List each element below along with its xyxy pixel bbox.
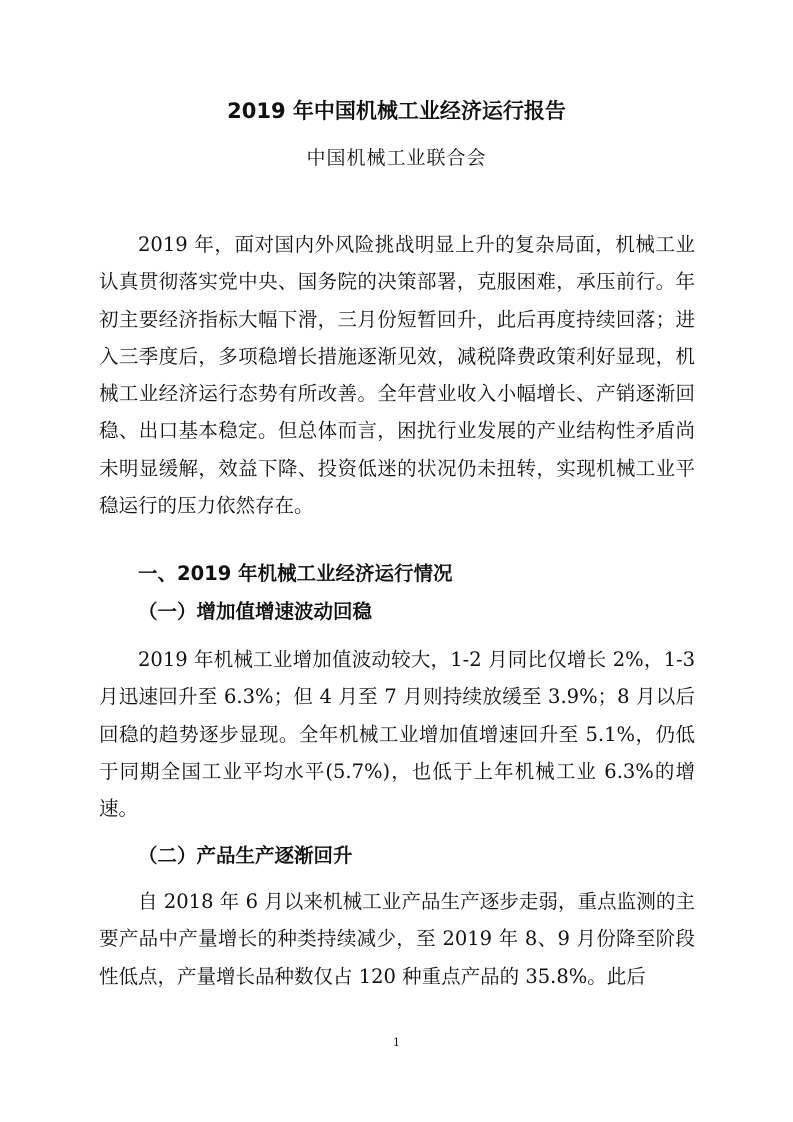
subsection-heading-2: （二）产品生产逐渐回升 [138,844,353,867]
subsection-heading-1: （一）增加值增速波动回稳 [138,600,373,623]
organization-name: 中国机械工业联合会 [306,147,487,169]
subsection-1-paragraph: 2019 年机械工业增加值波动较大，1-2 月同比仅增长 2%，1-3 月迅速回升至 6.3%；但 4 月至 7 月则持续放缓至 3.9%；8 月以后回稳的趋势逐步显现。全年机械工业增加值增速回升至 5.1%，仍低于同期全国工业平均水平(5.7%)，也低于上年机械工业 6.3%的增速。 [99,648,695,821]
page-number: 1 [393,1036,400,1049]
subsection-2-paragraph: 自 2018 年 6 月以来机械工业产品生产逐步走弱，重点监测的主要产品中产量增长的种类持续减少，至 2019 年 8、9 月份降至阶段性低点，产量增长品种数仅占 120 种重点产品的 35.8%。此后 [99,890,695,988]
intro-paragraph: 2019 年，面对国内外风险挑战明显上升的复杂局面，机械工业认真贯彻落实党中央、国务院的决策部署，克服困难，承压前行。年初主要经济指标大幅下滑，三月份短暂回升，此后再度持续回落；进入三季度后，多项稳增长措施逐渐见效，减税降费政策利好显现，机械工业经济运行态势有所改善。全年营业收入小幅增长、产销逐渐回稳、出口基本稳定。但总体而言，困扰行业发展的产业结构性矛盾尚未明显缓解，效益下降、投资低迷的状况仍未扭转，实现机械工业平稳运行的压力依然存在。 [99,233,695,518]
document-title: 2019 年中国机械工业经济运行报告 [227,99,566,123]
section-heading-1: 一、2019 年机械工业经济运行情况 [138,562,453,585]
